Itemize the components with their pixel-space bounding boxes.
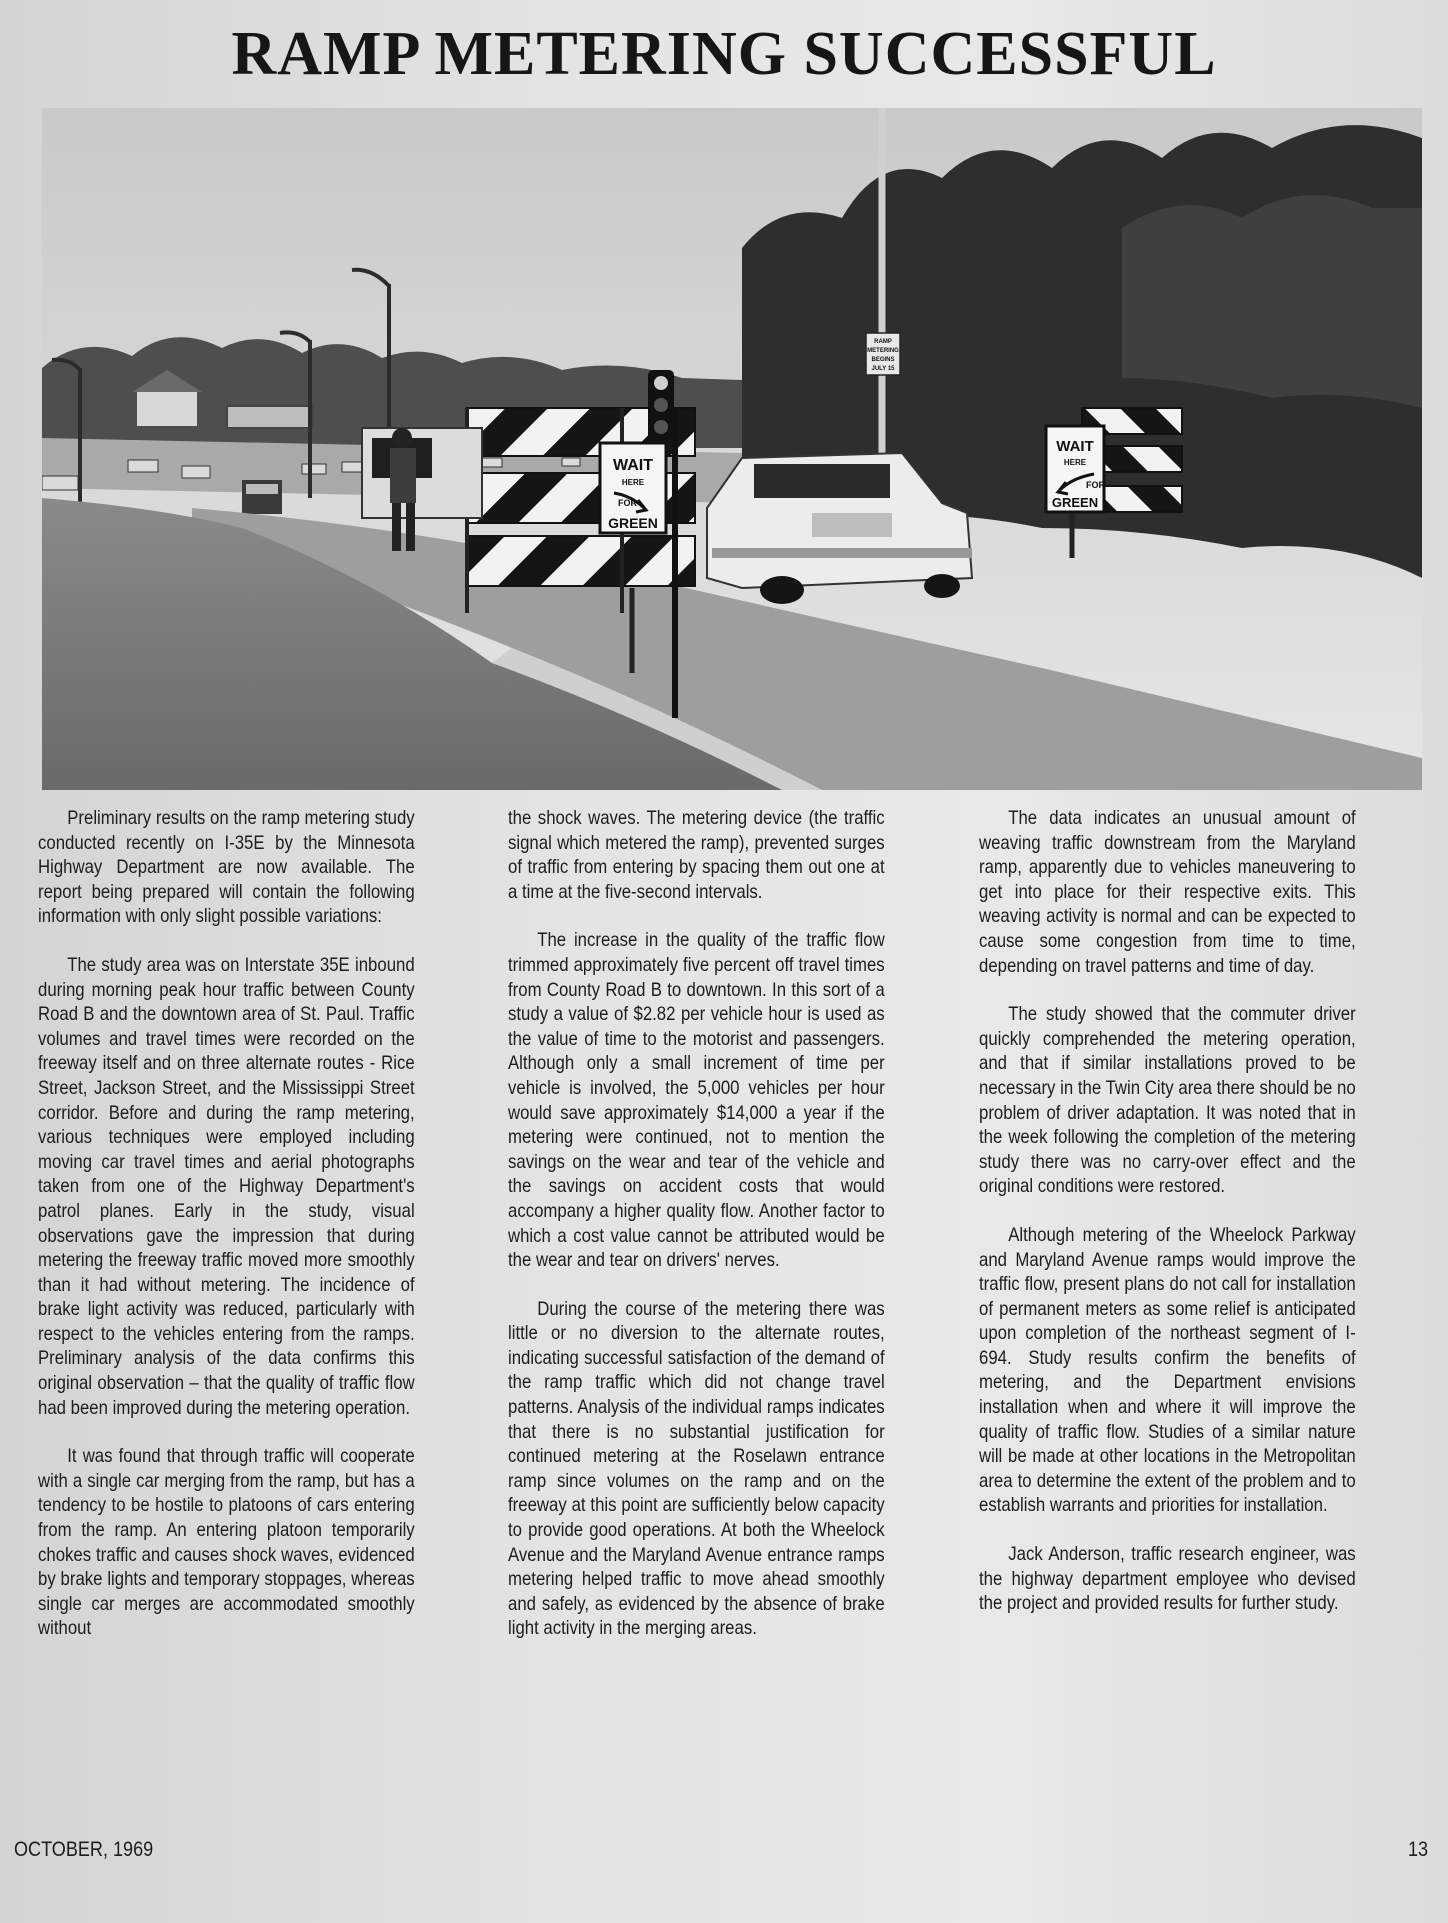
svg-text:HERE: HERE: [1063, 458, 1087, 467]
svg-text:WAIT: WAIT: [1056, 438, 1094, 455]
svg-text:GREEN: GREEN: [1051, 495, 1099, 510]
paragraph: During the course of the metering there was little or no diversion to the alternate routes, indicating successful satisfaction of the demand of the ramp traffic which did not change travel patterns. Analysis of the individual ramps indicates that there is no substantial justification for continued metering at the Roselawn entrance ramp since volumes on the ramp and on the freeway at this point are sufficiently below capacity to provide good operations. At both the Wheelock Avenue and the Maryland Avenue entrance ramps metering helped traffic to move ahead smoothly and safely, as evidenced by the absence of brake light activity in the merging areas.: [508, 1297, 885, 1640]
svg-text:METERING: METERING: [867, 348, 899, 354]
paragraph: It was found that through traffic will cooperate with a single car merging from the ramp, but has a tendency to be hostile to platoons of cars entering from the ramp. An entering platoon temporarily chokes traffic and causes shock waves, evidenced by brake lights and temporary stoppages, whereas single car merges are accommodated smoothly without: [38, 1445, 415, 1640]
article-column-2: [508, 806, 885, 1665]
paragraph: The study area was on Interstate 35E inbound during morning peak hour traffic between County Road B and the downtown area of St. Paul. Traffic volumes and travel times were recorded on the freeway itself and on three alternate routes - Rice Street, Jackson Street, and the Mississippi Street corridor. Before and during the ramp metering, various techniques were employed including moving car travel times and aerial photographs taken from one of the Highway Department's patrol planes. Early in the study, visual observations gave the impression that during metering the freeway traffic moved more smoothly than it had without metering. The incidence of brake light activity was reduced, particularly with respect to the vehicles entering from the ramps. Preliminary analysis of the data confirms this original observation – that the quality of traffic flow had been improved during the metering operation.: [38, 953, 415, 1419]
paragraph: the shock waves. The metering device (the traffic signal which metered the ramp), prevented surges of traffic from entering by spacing them out one at a time at the five-second intervals.: [508, 807, 885, 903]
svg-text:RAMP: RAMP: [874, 339, 892, 345]
paragraph: Preliminary results on the ramp metering study conducted recently on I-35E by the Minnesota Highway Department are now available. The report being prepared will contain the following information with only slight possible variations:: [38, 807, 415, 928]
svg-text:GREEN: GREEN: [608, 515, 658, 531]
svg-text:WAIT: WAIT: [613, 457, 653, 474]
article-column-1: [38, 806, 415, 1665]
article-column-3: [979, 806, 1356, 1640]
paragraph: The study showed that the commuter driver quickly comprehended the metering operation, and that if similar installations proved to be necessary in the Twin City area there should be no problem of driver adaptation. It was noted that in the week following the completion of the metering study there was no carry-over effect and the original conditions were restored.: [979, 1003, 1356, 1198]
svg-text:FOR: FOR: [618, 498, 637, 508]
ramp-metering-photo: [42, 108, 1422, 790]
svg-text:JULY 15: JULY 15: [871, 366, 895, 372]
paragraph: Jack Anderson, traffic research engineer, was the highway department employee who devised the project and provided results for further study.: [979, 1543, 1356, 1615]
article-title: RAMP METERING SUCCESSFUL: [231, 20, 1217, 88]
issue-date: OCTOBER, 1969: [14, 1838, 154, 1861]
svg-text:FOR: FOR: [1086, 480, 1105, 490]
svg-text:HERE: HERE: [621, 478, 645, 487]
svg-text:BEGINS: BEGINS: [871, 357, 895, 363]
page-number: 13: [1408, 1838, 1429, 1861]
paragraph: The increase in the quality of the traffic flow trimmed approximately five percent off travel times from County Road B to downtown. In this sort of a study a value of $2.82 per vehicle hour is used as the value of time to the motorist and passengers. Although only a small increment of time per vehicle is involved, the 5,000 vehicles per hour would save approximately $14,000 a year if the metering were continued, not to mention the savings on the wear and tear of the vehicle and the savings on accident costs that would accompany a higher quality flow. Another factor to which a cost value cannot be attributed would be the wear and tear on drivers' nerves.: [508, 929, 885, 1272]
paragraph: The data indicates an unusual amount of weaving traffic downstream from the Maryland ramp, apparently due to vehicles maneuvering to get into place for their respective exits. This weaving activity is normal and can be expected to cause some congestion from time to time, depending on travel patterns and time of day.: [979, 807, 1356, 977]
paragraph: Although metering of the Wheelock Parkway and Maryland Avenue ramps would improve the traffic flow, present plans do not call for installation of permanent meters as some relief is anticipated upon completion of the northeast segment of I-694. Study results confirm the benefits of metering, and the Department envisions installation when and where it will improve the quality of traffic flow. Studies of a similar nature will be made at other locations in the Metropolitan area to determine the extent of the problem and to establish warrants and priorities for installation.: [979, 1223, 1356, 1517]
